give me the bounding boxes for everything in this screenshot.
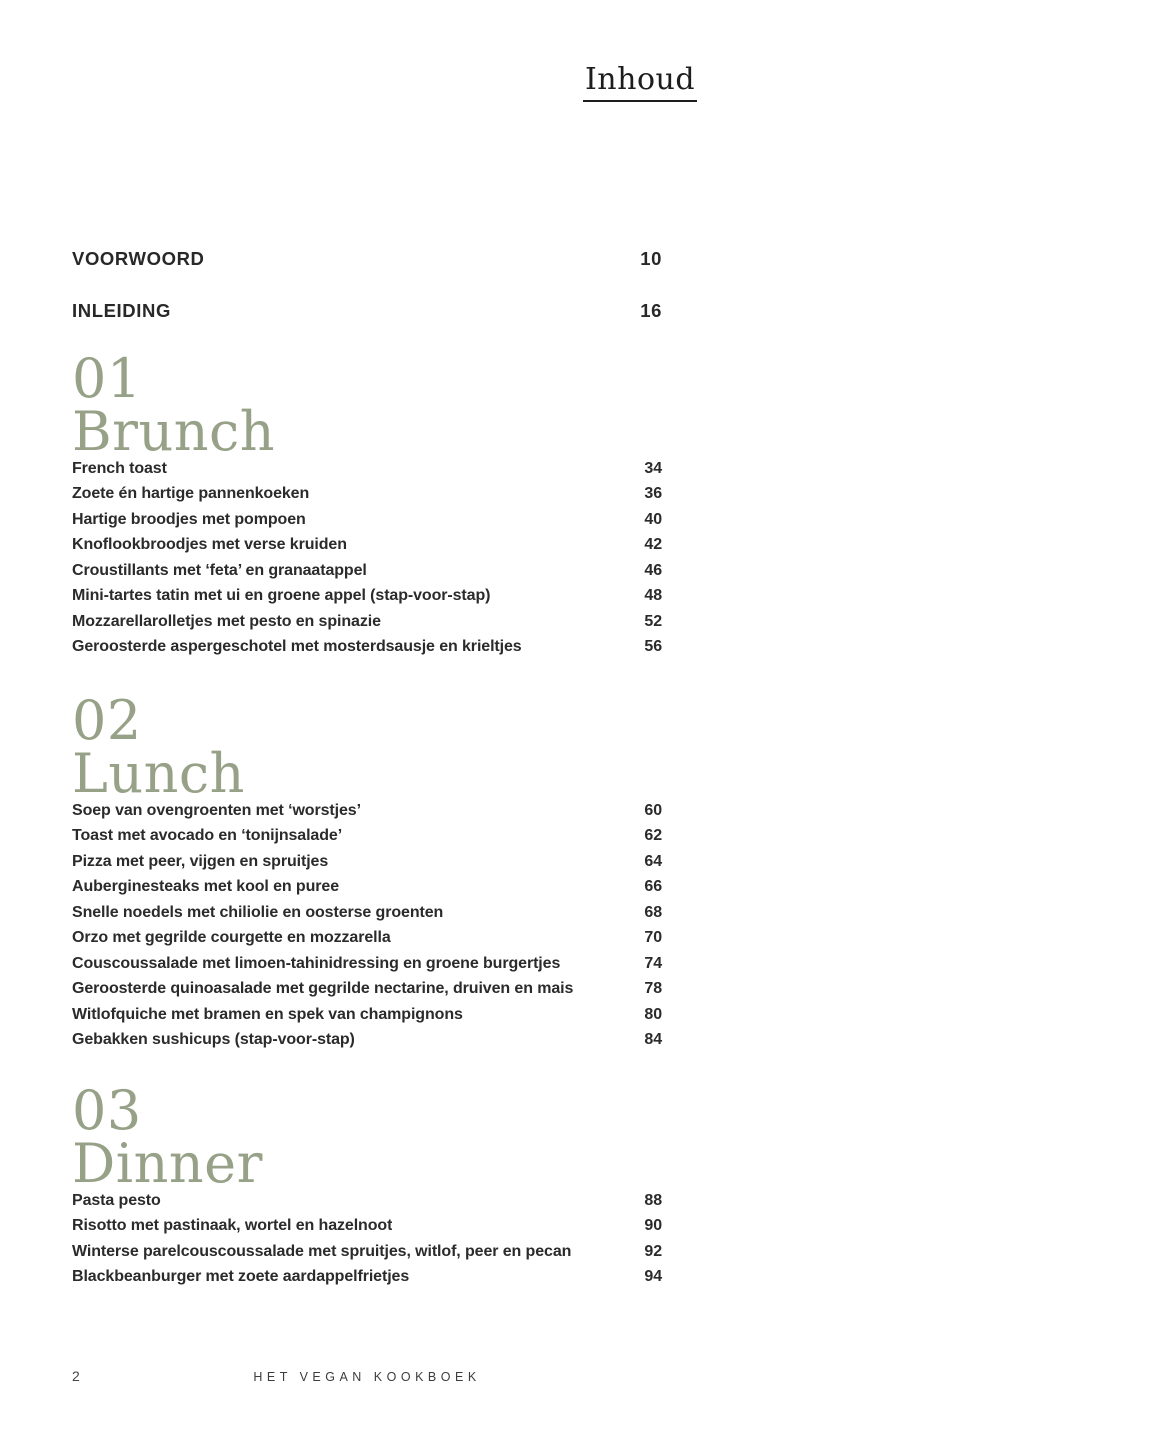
frontmatter-row-voorwoord xyxy=(72,248,662,270)
toc-item-title: Toast met avocado en ‘tonijnsalade’ xyxy=(72,827,343,845)
toc-row xyxy=(72,460,662,485)
toc-item-page: 70 xyxy=(644,929,662,947)
frontmatter-label: VOORWOORD xyxy=(72,248,205,269)
toc-item-page: 34 xyxy=(644,460,662,477)
toc-row xyxy=(72,1243,662,1268)
toc-item-page: 62 xyxy=(644,827,662,845)
section-name: Lunch xyxy=(72,742,245,805)
toc-row xyxy=(72,1031,662,1056)
toc-item-title: Croustillants met ‘feta’ en granaatappel xyxy=(72,561,367,579)
toc-item-title: Knoflookbroodjes met verse kruiden xyxy=(72,536,347,554)
toc-item-title: Orzo met gegrilde courgette en mozzarella xyxy=(72,929,391,947)
section-items xyxy=(72,1192,662,1294)
section-number: 01 xyxy=(72,347,142,410)
toc-item-page: 48 xyxy=(644,587,662,605)
toc-item-page: 90 xyxy=(644,1217,662,1235)
frontmatter-label: INLEIDING xyxy=(72,300,171,321)
toc-item-page: 52 xyxy=(644,612,662,630)
toc-row xyxy=(72,853,662,878)
toc-item-page: 68 xyxy=(644,903,662,921)
toc-item-page: 64 xyxy=(644,852,662,870)
section-heading xyxy=(72,689,245,805)
toc-item-title: Mozzarellarolletjes met pesto en spinazie xyxy=(72,612,381,630)
section-name: Dinner xyxy=(72,1132,263,1195)
toc-item-page: 56 xyxy=(644,638,662,656)
toc-item-title: Auberginesteaks met kool en puree xyxy=(72,878,340,896)
toc-item-title: Gebakken sushicups (stap-voor-stap) xyxy=(72,1030,355,1048)
toc-row xyxy=(72,878,662,903)
section-items xyxy=(72,802,662,1056)
section-number: 02 xyxy=(72,689,142,752)
toc-row xyxy=(72,827,662,852)
toc-row xyxy=(72,802,662,827)
page-title: Inhoud xyxy=(583,62,697,102)
frontmatter-page: 16 xyxy=(640,300,662,321)
footer-page-number: 2 xyxy=(72,1368,81,1384)
toc-item-page: 42 xyxy=(644,536,662,554)
toc-row xyxy=(72,485,662,510)
toc-item-page: 88 xyxy=(644,1192,662,1209)
section-heading xyxy=(72,347,276,463)
toc-row xyxy=(72,1217,662,1242)
toc-row xyxy=(72,536,662,561)
toc-row xyxy=(72,511,662,536)
toc-item-page: 92 xyxy=(644,1242,662,1260)
toc-item-title: Geroosterde aspergeschotel met mosterdsausje en krieltjes xyxy=(72,638,522,656)
toc-row xyxy=(72,562,662,587)
toc-item-page: 94 xyxy=(644,1268,662,1286)
toc-item-title: Blackbeanburger met zoete aardappelfrietjes xyxy=(72,1268,410,1286)
toc-item-page: 40 xyxy=(644,510,662,528)
toc-row xyxy=(72,929,662,954)
toc-item-title: Winterse parelcouscoussalade met spruitjes, witlof, peer en pecan xyxy=(72,1242,572,1260)
toc-item-page: 84 xyxy=(644,1030,662,1048)
toc-row xyxy=(72,1268,662,1293)
toc-item-page: 74 xyxy=(644,954,662,972)
section-heading xyxy=(72,1079,263,1195)
toc-item-title: Mini-tartes tatin met ui en groene appel (stap-voor-stap) xyxy=(72,587,491,605)
toc-item-page: 36 xyxy=(644,485,662,503)
toc-item-title: Soep van ovengroenten met ‘worstjes’ xyxy=(72,802,361,819)
toc-row xyxy=(72,613,662,638)
page-footer xyxy=(72,1368,662,1384)
toc-row xyxy=(72,1006,662,1031)
toc-item-title: Risotto met pastinaak, wortel en hazelnoot xyxy=(72,1217,393,1235)
toc-item-title: Geroosterde quinoasalade met gegrilde nectarine, druiven en mais xyxy=(72,980,574,998)
toc-row xyxy=(72,904,662,929)
toc-item-title: Pizza met peer, vijgen en spruitjes xyxy=(72,852,329,870)
toc-item-title: French toast xyxy=(72,460,167,477)
title-row xyxy=(0,62,1170,102)
toc-row xyxy=(72,980,662,1005)
toc-item-page: 46 xyxy=(644,561,662,579)
toc-item-title: Couscoussalade met limoen-tahinidressing en groene burgertjes xyxy=(72,954,561,972)
toc-item-page: 78 xyxy=(644,980,662,998)
section-name: Brunch xyxy=(72,400,276,463)
section-number: 03 xyxy=(72,1079,142,1142)
frontmatter-row-inleiding xyxy=(72,300,662,322)
toc-item-title: Witlofquiche met bramen en spek van champignons xyxy=(72,1005,463,1023)
toc-item-title: Zoete én hartige pannenkoeken xyxy=(72,485,310,503)
toc-row xyxy=(72,955,662,980)
toc-row xyxy=(72,587,662,612)
toc-row xyxy=(72,638,662,663)
toc-row xyxy=(72,1192,662,1217)
section-items xyxy=(72,460,662,664)
toc-item-title: Snelle noedels met chiliolie en oosterse groenten xyxy=(72,903,444,921)
toc-item-title: Hartige broodjes met pompoen xyxy=(72,510,306,528)
toc-item-page: 80 xyxy=(644,1005,662,1023)
footer-book-title: HET VEGAN KOOKBOEK xyxy=(253,1370,481,1384)
frontmatter-page: 10 xyxy=(640,248,662,269)
toc-item-title: Pasta pesto xyxy=(72,1192,161,1209)
toc-item-page: 60 xyxy=(644,802,662,819)
toc-item-page: 66 xyxy=(644,878,662,896)
